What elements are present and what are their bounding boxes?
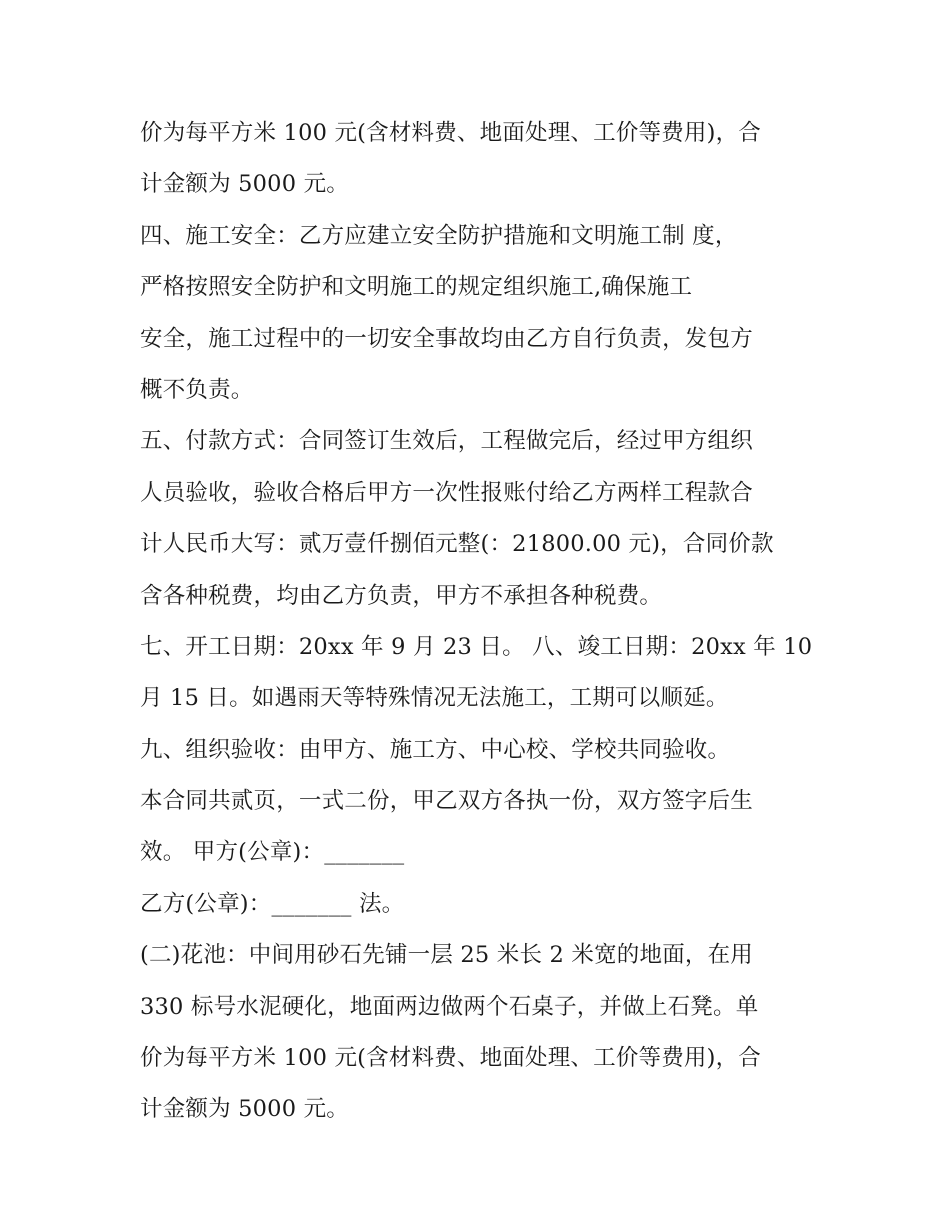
text-line: 五、付款方式：合同签订生效后，工程做完后，经过甲方组织 bbox=[140, 428, 753, 455]
text-line: 330 标号水泥硬化，地面两边做两个石桌子，并做上石凳。单 bbox=[140, 993, 759, 1020]
text-line: 乙方(公章)：_______ 法。 bbox=[140, 890, 405, 917]
text-line: 计人民币大写：贰万壹仟捌佰元整(：21800.00 元)，合同价款 bbox=[140, 531, 774, 558]
text-line: 计金额为 5000 元。 bbox=[140, 1096, 349, 1123]
document-body bbox=[140, 108, 840, 1136]
text-line: 本合同共贰页，一式二份，甲乙双方各执一份，双方签字后生 bbox=[140, 788, 753, 815]
text-line: 九、组织验收：由甲方、施工方、中心校、学校共同验收。 bbox=[140, 736, 731, 763]
text-line: 七、开工日期：20xx 年 9 月 23 日。 八、竣工日期：20xx 年 10 bbox=[140, 633, 813, 660]
text-line: 价为每平方米 100 元(含材料费、地面处理、工价等费用)，合 bbox=[140, 1045, 762, 1072]
text-line: 月 15 日。如遇雨天等特殊情况无法施工，工期可以顺延。 bbox=[140, 685, 729, 712]
text-line: 计金额为 5000 元。 bbox=[140, 171, 349, 198]
text-line: 效。 甲方(公章)：_______ bbox=[140, 839, 405, 866]
text-line: 严格按照安全防护和文明施工的规定组织施工,确保施工 bbox=[140, 274, 693, 301]
text-line: 含各种税费，均由乙方负责，甲方不承担各种税费。 bbox=[140, 582, 663, 609]
text-line: 四、施工安全：乙方应建立安全防护措施和文明施工制 度， bbox=[140, 222, 738, 249]
text-line: 安全，施工过程中的一切安全事故均由乙方自行负责，发包方 bbox=[140, 325, 753, 352]
text-line: 价为每平方米 100 元(含材料费、地面处理、工价等费用)，合 bbox=[140, 120, 762, 146]
text-line: (二)花池：中间用砂石先铺一层 25 米长 2 米宽的地面，在用 bbox=[140, 942, 754, 969]
text-line: 概不负责。 bbox=[140, 376, 254, 403]
text-line: 人员验收，验收合格后甲方一次性报账付给乙方两样工程款合 bbox=[140, 479, 753, 506]
